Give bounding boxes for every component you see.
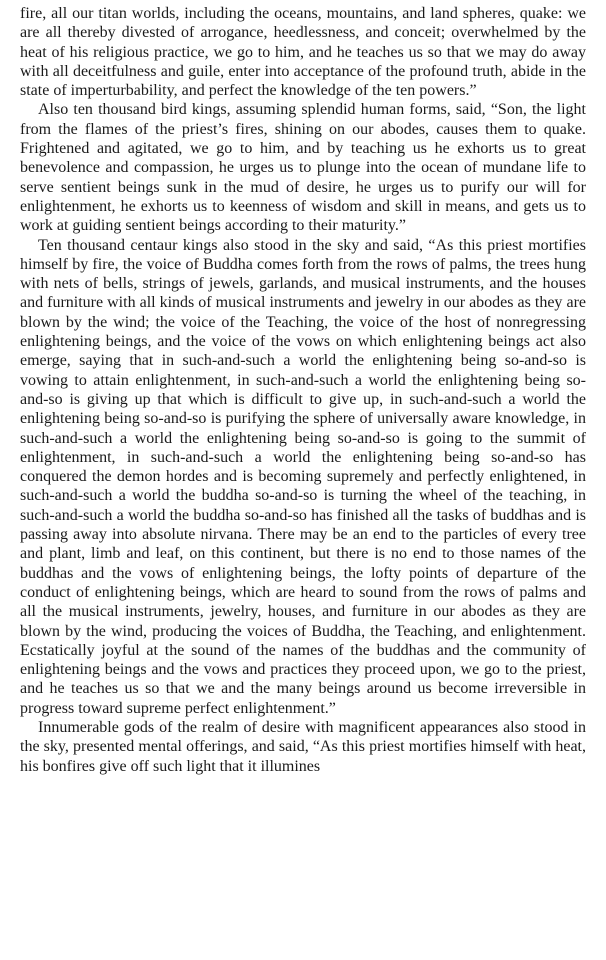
paragraph-titan-worlds: fire, all our titan worlds, including the oceans, mountains, and land spheres, quake: we are all thereby divested of arrogance, heedlessness, and conceit; overwhelmed by the heat of his religious practice, we go to him, and he teaches us so that we may do away with all deceitfulness and guile, enter into acceptance of the profound truth, abide in the state of imperturbability, and perfect the knowledge of the ten powers.”	[20, 5, 586, 100]
document-page	[20, 4, 586, 776]
paragraph-bird-kings: Also ten thousand bird kings, assuming splendid human forms, said, “Son, the light from the flames of the priest’s fires, shining on our abodes, causes them to quake. Frightened and agitated, we go to him, and by teaching us he exhorts us to great benevolence and compassion, he urges us to plunge into the ocean of mundane life to serve sentient beings sunk in the mud of desire, he urges us to purify our will for enlightenment, he exhorts us to keenness of wisdom and skill in means, and gets us to work at guiding sentient beings according to their maturity.”	[20, 101, 586, 235]
paragraph-centaur-kings: Ten thousand centaur kings also stood in the sky and said, “As this priest mortifies himself by fire, the voice of Buddha comes forth from the rows of palms, the trees hung with nets of bells, strings of jewels, garlands, and musical instruments, and the houses and furniture with all kinds of musical instruments and jewelry in our abodes as they are blown by the wind; the voice of the Teaching, the voice of the host of nonregressing enlightening beings, and the voice of the vows on which enlightening beings act also emerge, saying that in such-and-such a world the enlightening being so-and-so is vowing to attain enlightenment, in such-and-such a world the enlightening being so-and-so is giving up that which is difficult to give up, in such-and-such a world the enlightening being so-and-so is purifying the sphere of universally aware knowledge, in such-and-such a world the enlightening being so-and-so is going to the summit of enlightenment, in such-and-such a world the enlightening being so-and-so has conquered the demon hordes and is becoming supremely and perfectly enlightened, in such-and-such a world the buddha so-and-so is turning the wheel of the teaching, in such-and-such a world the buddha so-and-so has finished all the tasks of buddhas and is passing away into absolute nirvana. There may be an end to the particles of every tree and plant, limb and leaf, on this continent, but there is no end to those names of the buddhas and the vows of enlightening beings, the lofty points of departure of the conduct of enlightening beings, which are heard to sound from the rows of palms and all the musical instruments, jewelry, houses, and furniture in our abodes as they are blown by the wind, producing the voices of Buddha, the Teaching, and enlightenment. Ecstatically joyful at the sound of the names of the buddhas and the community of enlightening beings and the vows and practices they proceed upon, we go to the priest, and he teaches us so that we and the many beings around us become irreversible in progress toward supreme perfect enlightenment.”	[20, 236, 586, 717]
paragraph-gods-of-desire: Innumerable gods of the realm of desire with magnificent appearances also stood in the sky, presented mental offerings, and said, “As this priest mortifies himself with heat, his bonfires give off such light that it illumines	[20, 718, 586, 775]
